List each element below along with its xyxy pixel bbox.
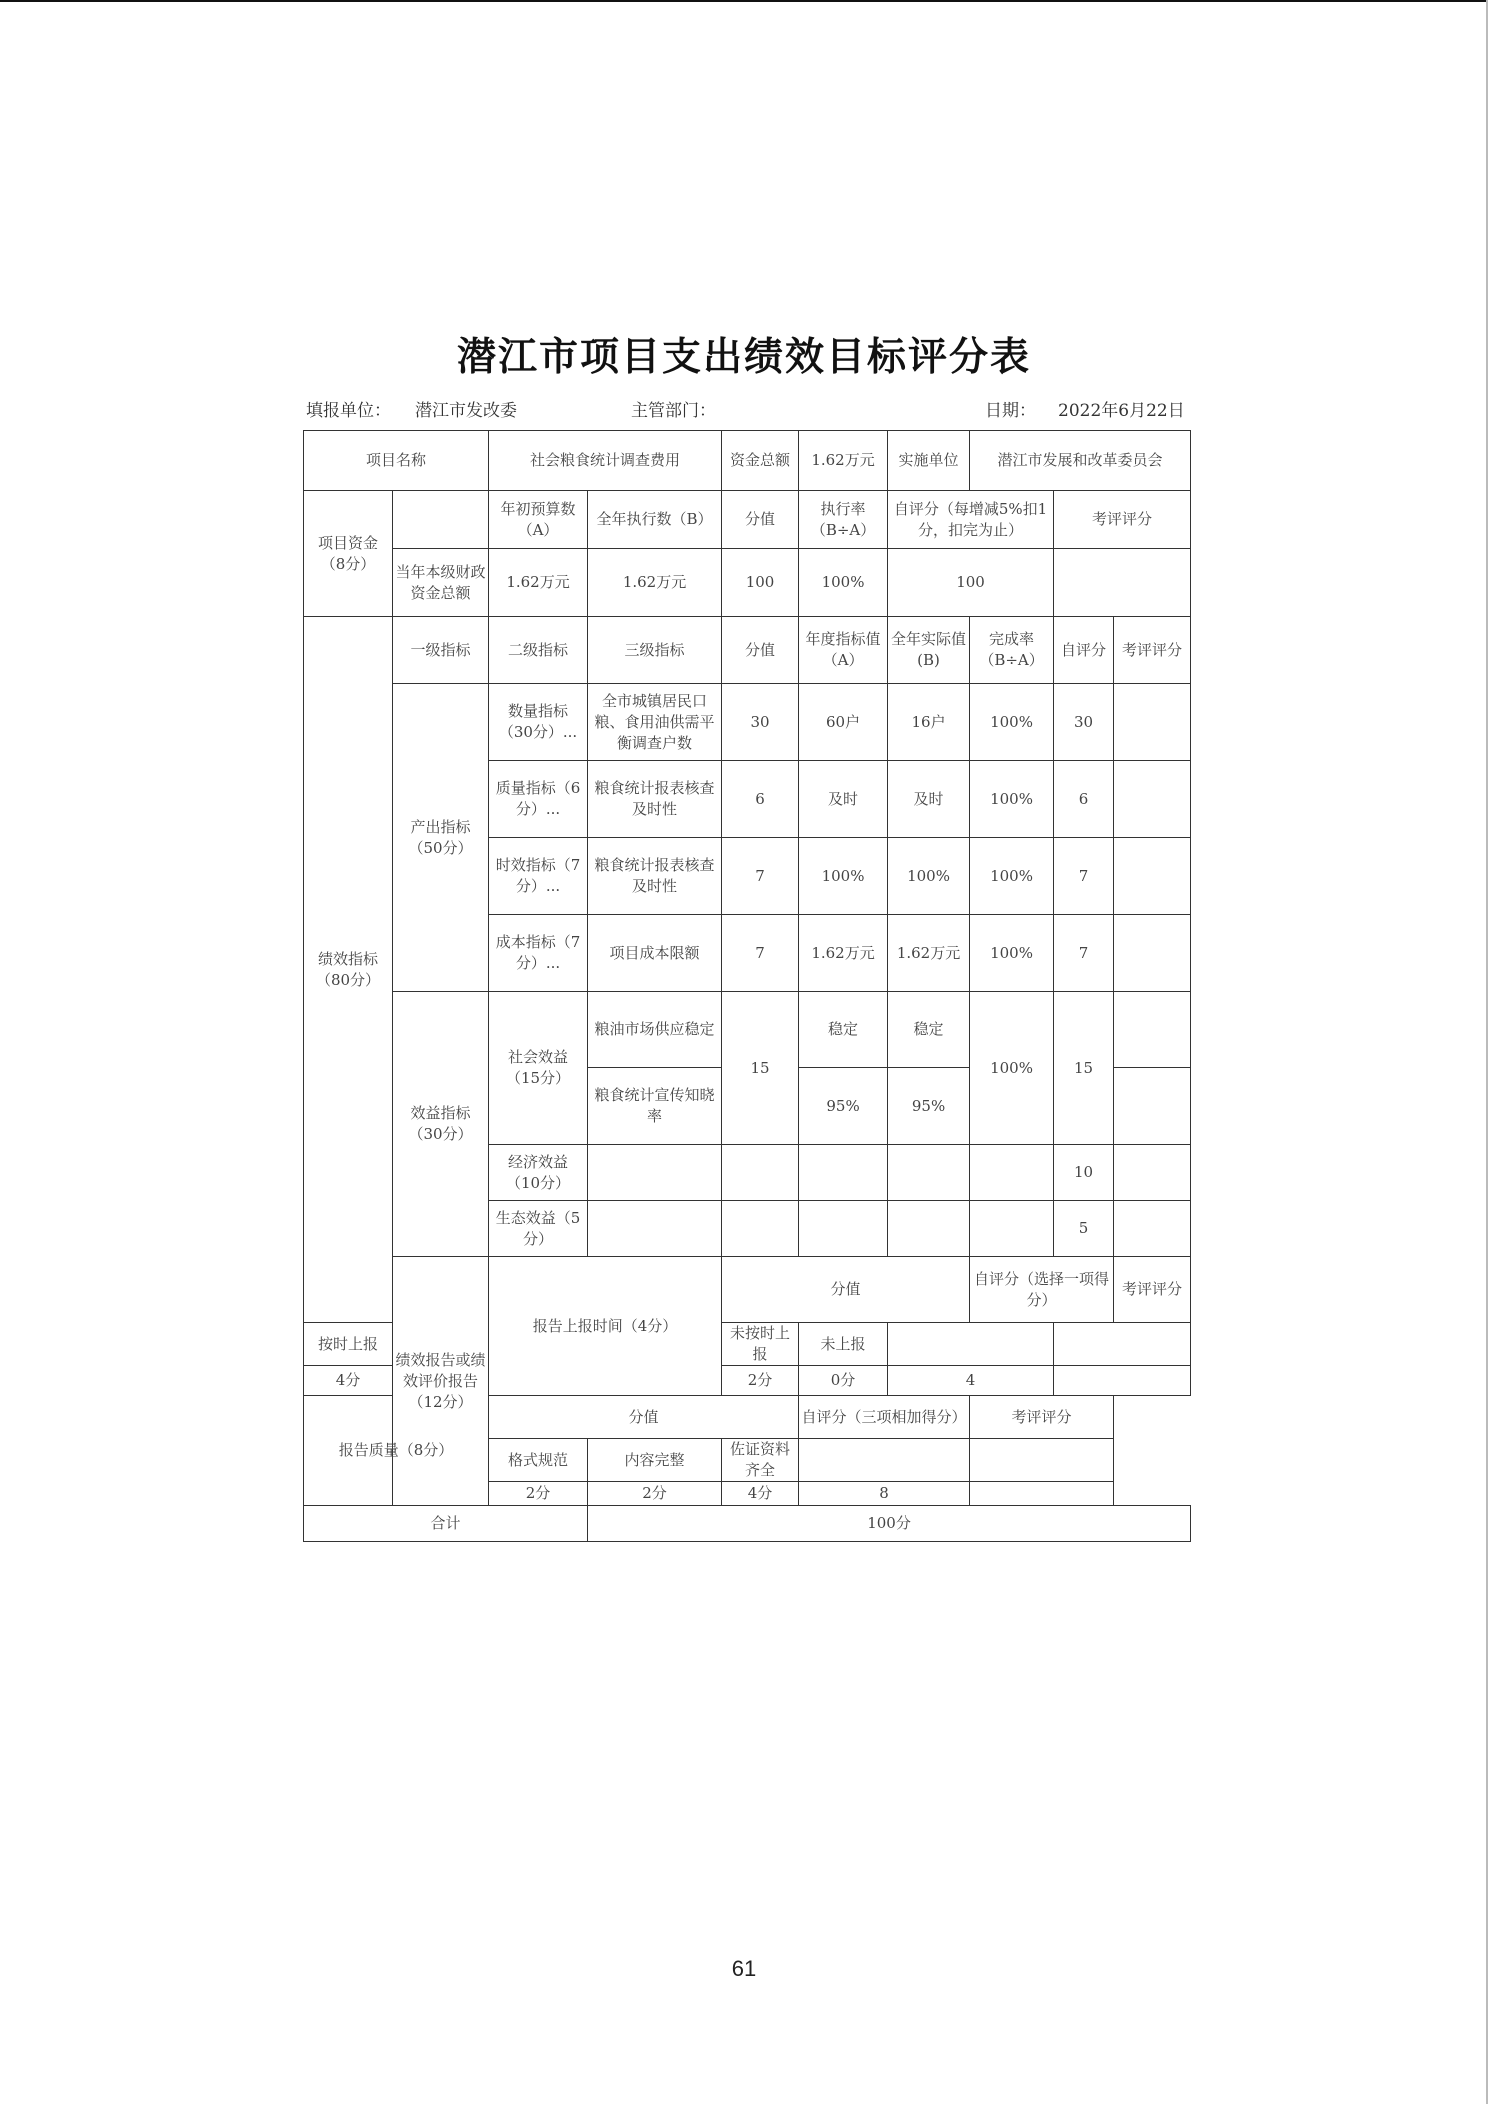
date-label: 日期：: [985, 401, 1036, 421]
target-cell: 及时: [799, 761, 888, 838]
rt-self-header: 自评分（选择一项得分）: [970, 1257, 1114, 1323]
empty-cell: [970, 1145, 1054, 1201]
impl-unit-label: 实施单位: [888, 431, 970, 491]
page-title: 潜江市项目支出绩效目标评分表: [456, 334, 1031, 380]
fund-self-header: 自评分（每增减5%扣1分，扣完为止）: [888, 491, 1054, 549]
budget-value: 1.62万元: [489, 549, 588, 617]
eval-score-cell: [1114, 838, 1191, 915]
level3-cell: 全市城镇居民口粮、食用油供需平衡调查户数: [588, 684, 722, 761]
social-score-cell: 15: [722, 992, 799, 1145]
level2-cell: 数量指标（30分）...: [489, 684, 588, 761]
empty-cell: [970, 1201, 1054, 1257]
exec-rate-header: 执行率（B÷A）: [799, 491, 888, 549]
score-cell: 7: [722, 838, 799, 915]
total-value: 100分: [588, 1506, 1191, 1542]
level3-header: 三级指标: [588, 617, 722, 684]
rq-self-header: 自评分（三项相加得分）: [799, 1396, 970, 1439]
target-cell: 稳定: [799, 992, 888, 1068]
econ-self-cell: 10: [1054, 1145, 1114, 1201]
rt-eval-header: 考评评分: [1114, 1257, 1191, 1323]
actual-cell: 95%: [888, 1068, 970, 1145]
benefit-indicator-label: 效益指标（30分）: [393, 992, 489, 1257]
level3-cell: 粮食统计报表核查及时性: [588, 761, 722, 838]
self-score-cell: 6: [1054, 761, 1114, 838]
fund-eval-header: 考评评分: [1054, 491, 1191, 549]
top-border-line: [0, 0, 1488, 2]
fund-total-value: 1.62万元: [799, 431, 888, 491]
empty-cell: [799, 1201, 888, 1257]
level3-cell: 粮油市场供应稳定: [588, 992, 722, 1068]
date-value: 2022年6月22日: [1058, 401, 1185, 421]
eval-score-cell: [1114, 915, 1191, 992]
empty-cell: [722, 1201, 799, 1257]
score-cell: 30: [722, 684, 799, 761]
rq-eval-header: 考评评分: [970, 1396, 1114, 1439]
econ-benefit-label: 经济效益（10分）: [489, 1145, 588, 1201]
project-name-value: 社会粮食统计调查费用: [489, 431, 722, 491]
level2-cell: 时效指标（7分）...: [489, 838, 588, 915]
rq-value-content: 2分: [588, 1482, 722, 1506]
perf-section-label: 绩效指标（80分）: [304, 617, 393, 1323]
level3-cell: 粮食统计报表核查及时性: [588, 838, 722, 915]
empty-cell: [722, 1145, 799, 1201]
exec-value: 1.62万元: [588, 549, 722, 617]
rq-eval-value: [970, 1482, 1114, 1506]
report-section-label: 绩效报告或绩效评价报告（12分）: [393, 1257, 489, 1506]
output-indicator-label: 产出指标（50分）: [393, 684, 489, 992]
fund-header-row: [304, 491, 1191, 549]
eval-score-cell: [1114, 761, 1191, 838]
actual-cell: 1.62万元: [888, 915, 970, 992]
rt-value-late: 2分: [722, 1366, 799, 1396]
target-cell: 1.62万元: [799, 915, 888, 992]
dept-label: 主管部门：: [631, 401, 716, 421]
eval-score-cell: [1114, 684, 1191, 761]
total-row: [304, 1506, 1191, 1542]
level2-cell: 质量指标（6分）...: [489, 761, 588, 838]
fund-section-label: 项目资金（8分）: [304, 491, 393, 617]
target-cell: 100%: [799, 838, 888, 915]
page-number: 61: [731, 1956, 757, 1981]
target-header: 年度指标值（A）: [799, 617, 888, 684]
eval-score-cell: [1114, 1145, 1191, 1201]
exec-rate-value: 100%: [799, 549, 888, 617]
actual-cell: 16户: [888, 684, 970, 761]
rq-option-content: 内容完整: [588, 1439, 722, 1482]
fund-self-value: 100: [888, 549, 1054, 617]
completion-cell: 100%: [970, 761, 1054, 838]
exec-header: 全年执行数（B）: [588, 491, 722, 549]
empty-cell: [888, 1145, 970, 1201]
rt-eval-value: [1054, 1366, 1191, 1396]
perf-score-header: 分值: [722, 617, 799, 684]
actual-cell: 及时: [888, 761, 970, 838]
rt-option-none: 未上报: [799, 1323, 888, 1366]
score-cell: 7: [722, 915, 799, 992]
report-time-label: 报告上报时间（4分）: [489, 1257, 722, 1396]
eval-score-cell: [1114, 1068, 1191, 1145]
completion-header: 完成率（B÷A）: [970, 617, 1054, 684]
score-table: [303, 430, 1191, 1542]
fund-blank-cell: [393, 491, 489, 549]
rq-value-format: 2分: [489, 1482, 588, 1506]
level2-header: 二级指标: [489, 617, 588, 684]
rt-option-ontime: 按时上报: [304, 1323, 393, 1366]
empty-cell: [970, 1439, 1114, 1482]
fund-total-label: 资金总额: [722, 431, 799, 491]
fill-unit-value: 潜江市发改委: [415, 401, 517, 421]
rq-self-value: 8: [799, 1482, 970, 1506]
fill-unit-label: 填报单位：: [306, 401, 391, 421]
level2-cell: 成本指标（7分）...: [489, 915, 588, 992]
empty-cell: [799, 1439, 970, 1482]
target-cell: 95%: [799, 1068, 888, 1145]
rt-self-value: 4: [888, 1366, 1054, 1396]
score-cell: 6: [722, 761, 799, 838]
project-name-label: 项目名称: [304, 431, 489, 491]
eval-score-cell: [1114, 992, 1191, 1068]
level3-cell: 项目成本限额: [588, 915, 722, 992]
rq-option-format: 格式规范: [489, 1439, 588, 1482]
fund-row-label: 当年本级财政资金总额: [393, 549, 489, 617]
actual-cell: 稳定: [888, 992, 970, 1068]
social-benefit-label: 社会效益（15分）: [489, 992, 588, 1145]
perf-header-row: [304, 617, 1191, 684]
actual-header: 全年实际值(B): [888, 617, 970, 684]
project-row: [304, 431, 1191, 491]
completion-cell: 100%: [970, 915, 1054, 992]
level1-header: 一级指标: [393, 617, 489, 684]
social-completion-cell: 100%: [970, 992, 1054, 1145]
empty-cell: [588, 1145, 722, 1201]
report-quality-label: 报告质量（8分）: [304, 1396, 489, 1506]
empty-cell: [888, 1201, 970, 1257]
report-time-header-row: [304, 1257, 1191, 1323]
rt-value-ontime: 4分: [304, 1366, 393, 1396]
rq-option-evidence: 佐证资料齐全: [722, 1439, 799, 1482]
impl-unit-value: 潜江市发展和改革委员会: [970, 431, 1191, 491]
target-cell: 60户: [799, 684, 888, 761]
fund-eval-value: [1054, 549, 1191, 617]
table-row: [304, 992, 1191, 1068]
empty-cell: [588, 1201, 722, 1257]
total-label: 合计: [304, 1506, 588, 1542]
table-row: [304, 684, 1191, 761]
self-score-cell: 7: [1054, 915, 1114, 992]
rt-value-none: 0分: [799, 1366, 888, 1396]
eval-score-cell: [1114, 1201, 1191, 1257]
actual-cell: 100%: [888, 838, 970, 915]
empty-cell: [1054, 1323, 1191, 1366]
social-self-cell: 15: [1054, 992, 1114, 1145]
budget-header: 年初预算数（A）: [489, 491, 588, 549]
completion-cell: 100%: [970, 684, 1054, 761]
rt-score-header: 分值: [722, 1257, 970, 1323]
eco-benefit-label: 生态效益（5分）: [489, 1201, 588, 1257]
rq-value-evidence: 4分: [722, 1482, 799, 1506]
self-score-cell: 7: [1054, 838, 1114, 915]
fund-score-header: 分值: [722, 491, 799, 549]
fund-score-value: 100: [722, 549, 799, 617]
fund-data-row: [304, 549, 1191, 617]
perf-self-header: 自评分: [1054, 617, 1114, 684]
level3-cell: 粮食统计宣传知晓率: [588, 1068, 722, 1145]
perf-eval-header: 考评评分: [1114, 617, 1191, 684]
eco-self-cell: 5: [1054, 1201, 1114, 1257]
self-score-cell: 30: [1054, 684, 1114, 761]
completion-cell: 100%: [970, 838, 1054, 915]
empty-cell: [888, 1323, 1054, 1366]
rt-option-late: 未按时上报: [722, 1323, 799, 1366]
empty-cell: [799, 1145, 888, 1201]
rq-score-header: 分值: [489, 1396, 799, 1439]
